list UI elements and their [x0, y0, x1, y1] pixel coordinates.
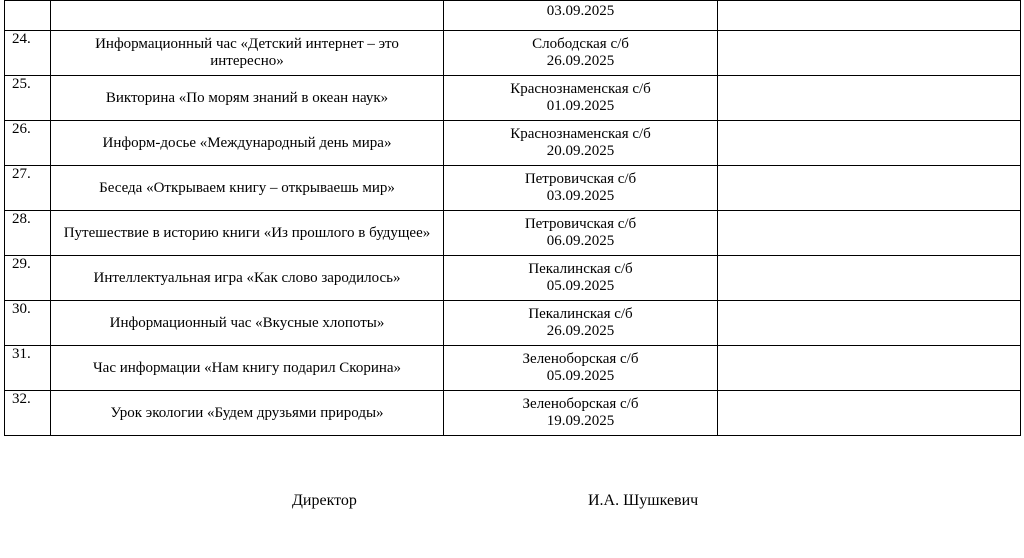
event-place: Слободская с/б — [532, 36, 629, 52]
row-number: 28. — [5, 211, 51, 256]
event-place: Краснознаменская с/б — [510, 81, 651, 97]
table-row — [5, 166, 1021, 211]
table-row — [5, 256, 1021, 301]
event-title: Урок экологии «Будем друзьями природы» — [51, 391, 444, 436]
event-place-date — [444, 76, 718, 121]
event-date: 19.09.2025 — [546, 413, 615, 429]
notes-cell — [718, 166, 1021, 211]
row-number: 26. — [5, 121, 51, 166]
table-row — [5, 391, 1021, 436]
notes-cell — [718, 121, 1021, 166]
row-number: 27. — [5, 166, 51, 211]
event-title: Викторина «По морям знаний в океан наук» — [51, 76, 444, 121]
event-place-date — [444, 391, 718, 436]
event-place-date — [444, 256, 718, 301]
event-place-date — [444, 166, 718, 211]
event-date: 03.09.2025 — [546, 3, 615, 19]
notes-cell — [718, 1, 1021, 31]
event-date: 26.09.2025 — [546, 323, 615, 339]
row-number: 31. — [5, 346, 51, 391]
notes-cell — [718, 211, 1021, 256]
event-place-date — [444, 121, 718, 166]
row-number — [5, 1, 51, 31]
event-title — [51, 1, 444, 31]
event-place-date — [444, 1, 718, 31]
table-row — [5, 121, 1021, 166]
table-row — [5, 31, 1021, 76]
row-number: 32. — [5, 391, 51, 436]
event-title: Информационный час «Вкусные хлопоты» — [51, 301, 444, 346]
row-number: 24. — [5, 31, 51, 76]
event-title: Интеллектуальная игра «Как слово зародилось» — [51, 256, 444, 301]
event-place: Пекалинская с/б — [528, 306, 633, 322]
event-date: 06.09.2025 — [546, 233, 615, 249]
event-place-date — [444, 346, 718, 391]
event-place-date — [444, 301, 718, 346]
event-date: 01.09.2025 — [546, 98, 615, 114]
event-title: Беседа «Открываем книгу – открываешь мир» — [51, 166, 444, 211]
event-date: 05.09.2025 — [546, 278, 615, 294]
event-place-date — [444, 31, 718, 76]
event-place: Петровичская с/б — [524, 171, 637, 187]
table-row-continued — [5, 1, 1021, 31]
row-number: 25. — [5, 76, 51, 121]
signature-name: И.А. Шушкевич — [588, 492, 699, 509]
event-title: Информ-досье «Международный день мира» — [51, 121, 444, 166]
notes-cell — [718, 31, 1021, 76]
event-date: 03.09.2025 — [546, 188, 615, 204]
row-number: 29. — [5, 256, 51, 301]
event-date: 20.09.2025 — [546, 143, 615, 159]
event-place: Зеленоборская с/б — [522, 396, 639, 412]
signature-role: Директор — [292, 492, 357, 509]
notes-cell — [718, 76, 1021, 121]
event-place: Зеленоборская с/б — [522, 351, 639, 367]
events-table — [4, 0, 1021, 436]
notes-cell — [718, 391, 1021, 436]
notes-cell — [718, 256, 1021, 301]
table-row — [5, 76, 1021, 121]
notes-cell — [718, 301, 1021, 346]
event-place: Краснознаменская с/б — [510, 126, 651, 142]
event-date: 26.09.2025 — [546, 53, 615, 69]
table-row — [5, 301, 1021, 346]
row-number: 30. — [5, 301, 51, 346]
event-title: Информационный час «Детский интернет – это интересно» — [51, 31, 444, 76]
event-place-date — [444, 211, 718, 256]
event-title: Час информации «Нам книгу подарил Скорина» — [51, 346, 444, 391]
event-title: Путешествие в историю книги «Из прошлого в будущее» — [51, 211, 444, 256]
event-place: Пекалинская с/б — [528, 261, 633, 277]
event-date: 05.09.2025 — [546, 368, 615, 384]
table-row — [5, 211, 1021, 256]
event-place: Петровичская с/б — [524, 216, 637, 232]
table-row — [5, 346, 1021, 391]
notes-cell — [718, 346, 1021, 391]
